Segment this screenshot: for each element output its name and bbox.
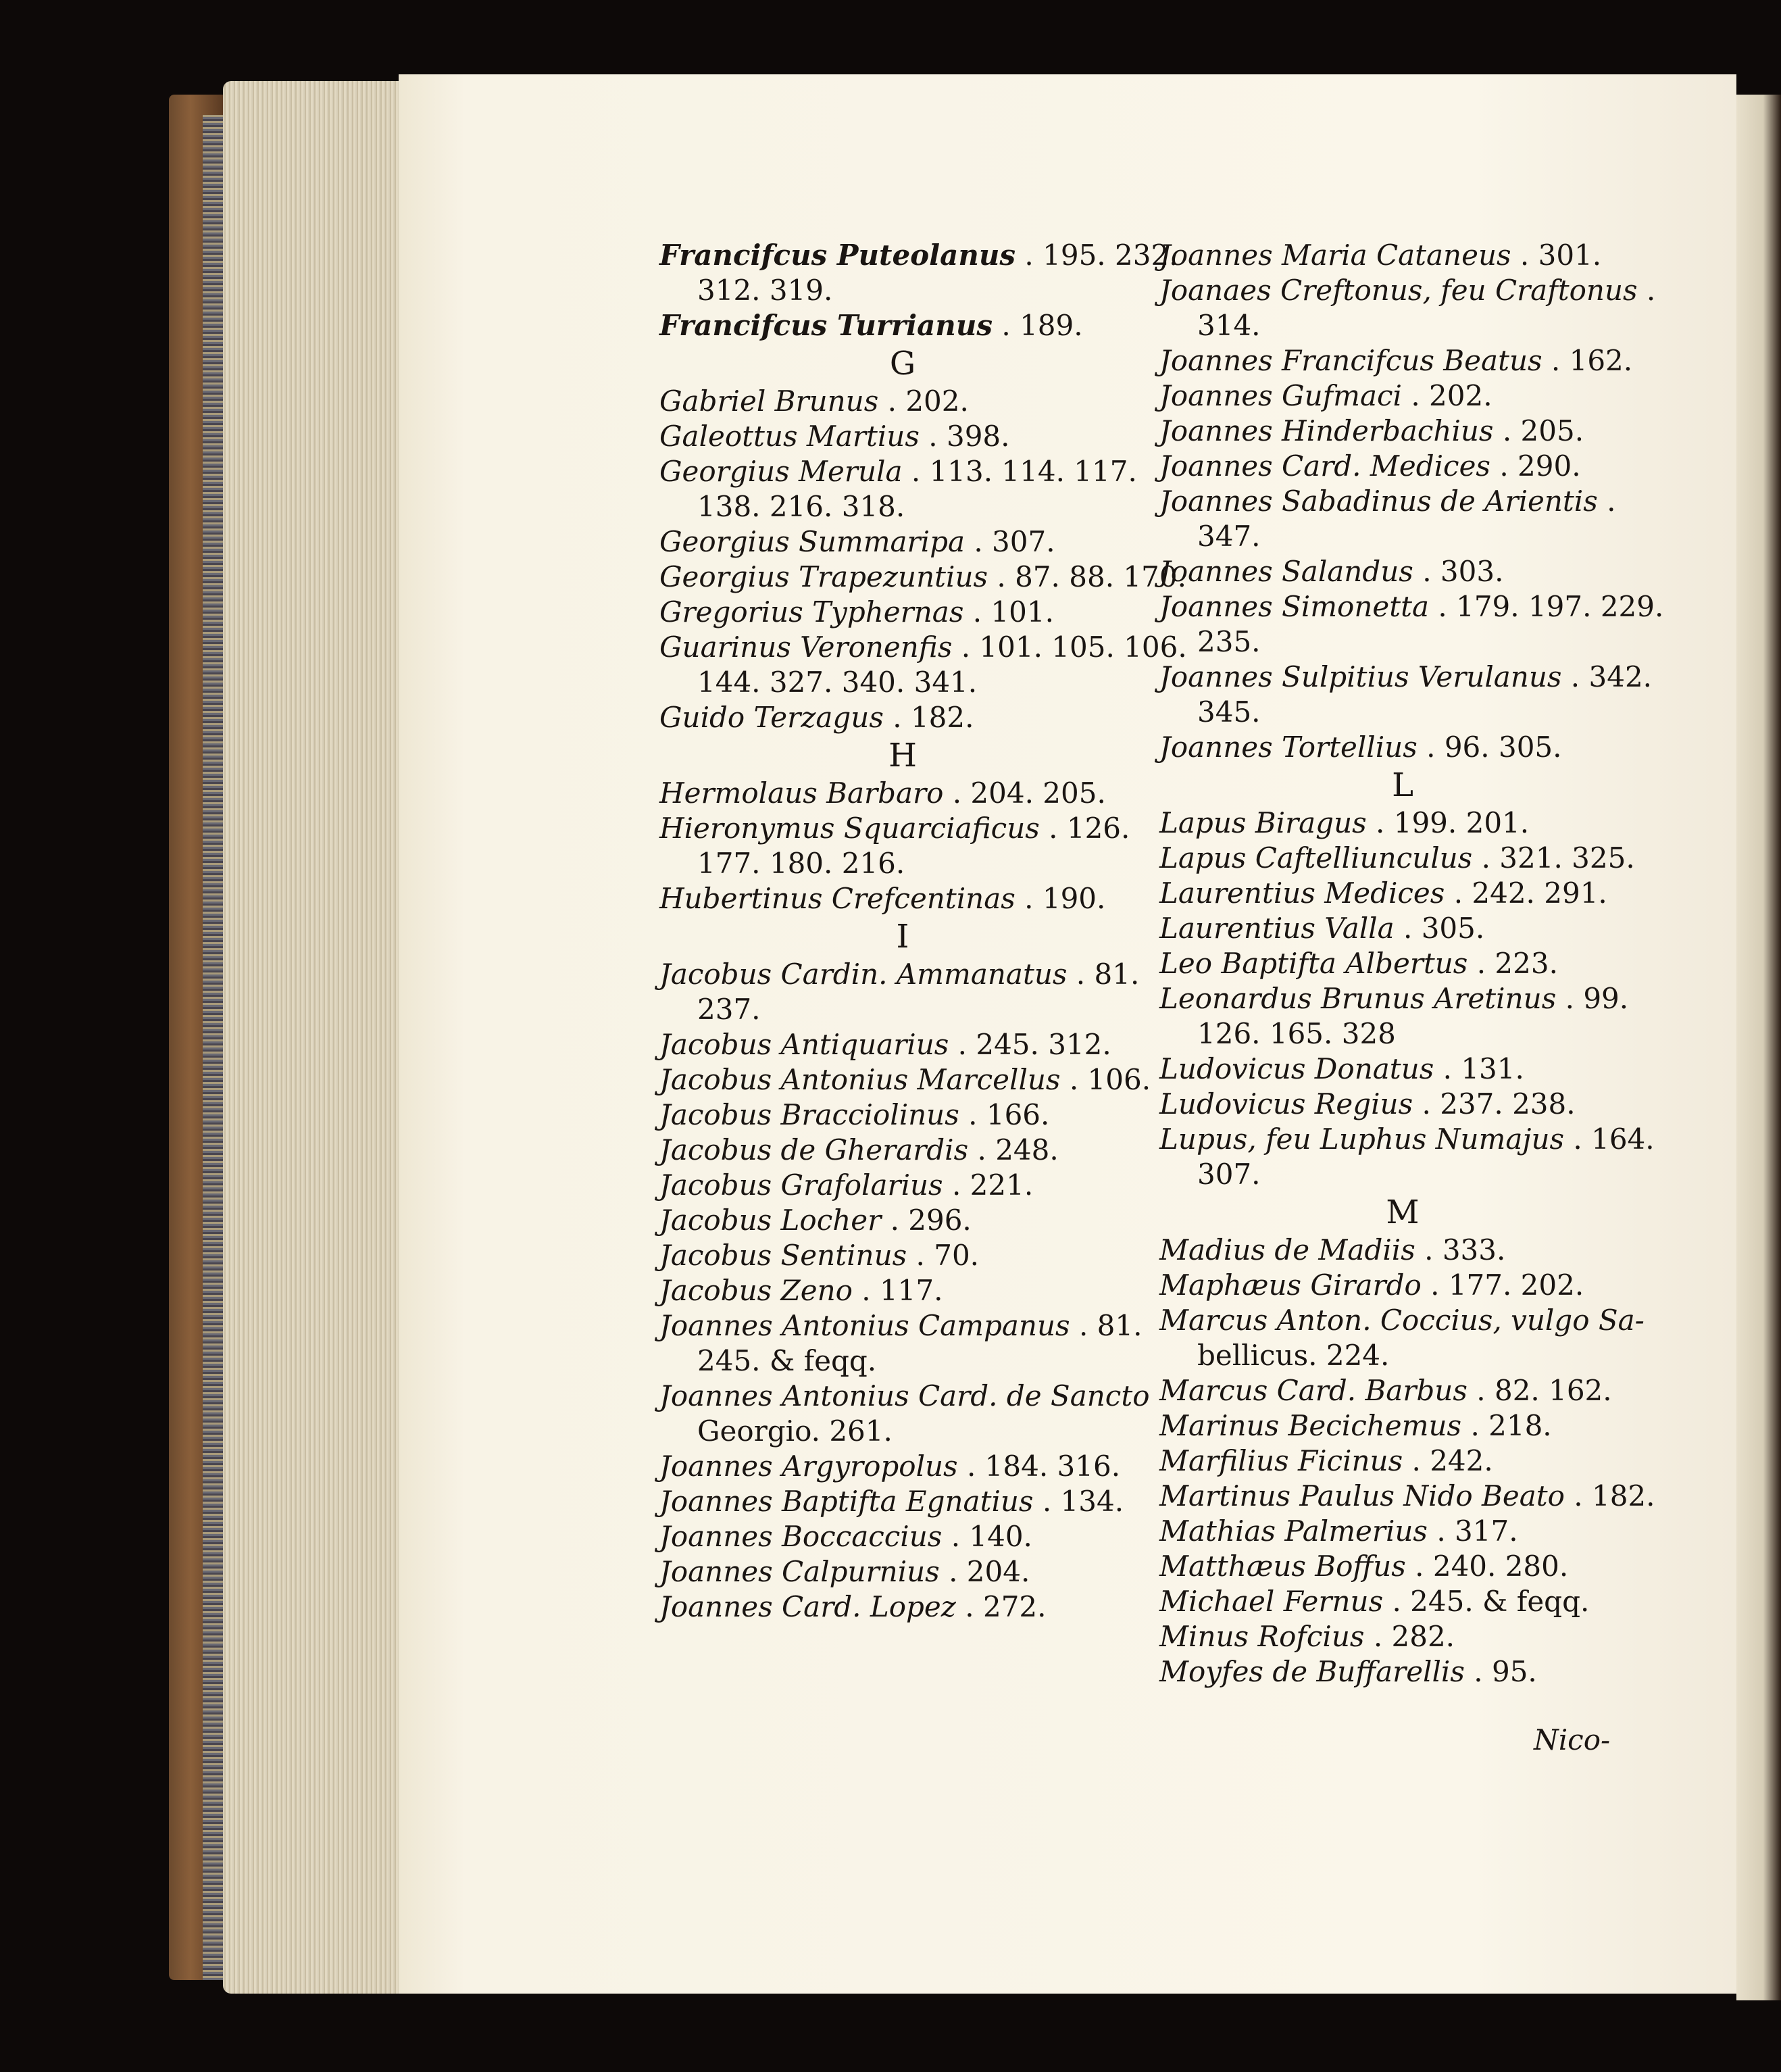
index-entry bbox=[1159, 876, 1646, 911]
index-entry bbox=[659, 419, 1146, 454]
entry-continuation: Georgio. 261. bbox=[697, 1414, 893, 1448]
entry-page-refs: . 189. bbox=[993, 309, 1083, 342]
entry-page-refs: . 134. bbox=[1033, 1485, 1124, 1518]
index-entry bbox=[659, 1449, 1146, 1484]
entry-name: Laurentius Valla bbox=[1159, 912, 1395, 945]
entry-name: Joannes Sulpitius Verulanus bbox=[1159, 660, 1562, 693]
entry-name: Marcus Anton. Coccius, vulgo Sa- bbox=[1159, 1304, 1645, 1337]
entry-name: Ludovicus Regius bbox=[1159, 1087, 1413, 1120]
index-column-left bbox=[659, 238, 1187, 1625]
entry-page-refs: . 317. bbox=[1428, 1514, 1518, 1548]
entry-name: Joannes Salandus bbox=[1159, 555, 1413, 588]
entry-name: Guido Terzagus bbox=[659, 701, 884, 734]
entry-name: Joannes Card. Medices bbox=[1159, 449, 1490, 483]
index-entry bbox=[1159, 1444, 1646, 1479]
index-entry bbox=[1159, 414, 1646, 449]
entry-page-refs: . 177. 202. bbox=[1421, 1268, 1584, 1302]
entry-continuation: 314. bbox=[1197, 309, 1261, 342]
entry-name: Hubertinus Crefcentinas bbox=[659, 882, 1015, 915]
entry-page-refs: . 126. bbox=[1039, 812, 1130, 845]
entry-page-refs: . 242. 291. bbox=[1445, 877, 1607, 910]
entry-page-refs: . 248. bbox=[968, 1133, 1059, 1166]
index-entry bbox=[659, 308, 1146, 343]
section-letter: L bbox=[1392, 766, 1413, 804]
entry-page-refs: . 95. bbox=[1464, 1655, 1537, 1688]
entry-page-refs: . 182. bbox=[1564, 1479, 1655, 1512]
entry-name: Marcus Card. Barbus bbox=[1159, 1374, 1468, 1407]
entry-page-refs: . 81. bbox=[1070, 1309, 1143, 1342]
facing-page-edge bbox=[1736, 95, 1781, 2000]
entry-page-refs: . 162. bbox=[1542, 344, 1633, 377]
index-entry bbox=[1159, 1549, 1646, 1584]
entry-name: Joannes Gufmaci bbox=[1159, 379, 1402, 412]
entry-page-refs: . 303. bbox=[1413, 555, 1504, 588]
entry-name: Jacobus de Gherardis bbox=[659, 1133, 969, 1166]
index-column-right bbox=[1159, 238, 1664, 1689]
index-entry bbox=[659, 1554, 1146, 1589]
entry-name: Mathias Palmerius bbox=[1159, 1514, 1428, 1548]
catchword: Nico- bbox=[1534, 1723, 1611, 1756]
entry-name: Lapus Biragus bbox=[1159, 806, 1367, 839]
entry-name: Matthæus Boffus bbox=[1159, 1550, 1406, 1583]
entry-continuation: 235. bbox=[1197, 625, 1261, 658]
index-entry bbox=[1159, 449, 1646, 484]
index-entry bbox=[659, 454, 1146, 489]
index-entry bbox=[1159, 946, 1646, 981]
entry-page-refs: . 101. bbox=[963, 595, 1054, 628]
index-entry bbox=[1159, 1122, 1655, 1157]
index-entry bbox=[1159, 589, 1664, 624]
index-entry bbox=[1159, 484, 1646, 519]
entry-name: Jacobus Antonius Marcellus bbox=[659, 1063, 1061, 1096]
index-entry bbox=[1159, 1514, 1646, 1549]
entry-page-refs: . 190. bbox=[1015, 882, 1106, 915]
index-entry bbox=[1159, 1373, 1646, 1408]
index-entry bbox=[659, 1168, 1146, 1203]
entry-continuation: 144. 327. 340. 341. bbox=[697, 666, 978, 699]
entry-continuation: 177. 180. 216. bbox=[697, 847, 905, 880]
entry-page-refs: . 221. bbox=[943, 1168, 1034, 1202]
index-entry bbox=[659, 881, 1146, 916]
section-letter: M bbox=[1386, 1193, 1420, 1231]
entry-page-refs: . 164. bbox=[1564, 1123, 1655, 1156]
index-entry bbox=[1159, 1408, 1646, 1444]
entry-name: Jacobus Bracciolinus bbox=[659, 1098, 959, 1131]
entry-page-refs: . 140. bbox=[942, 1520, 1032, 1553]
entry-name: Moyfes de Buffarellis bbox=[1159, 1655, 1465, 1688]
entry-name: Joannes Francifcus Beatus bbox=[1159, 344, 1542, 377]
index-entry bbox=[659, 630, 1187, 665]
section-letter: G bbox=[889, 345, 916, 383]
entry-page-refs: . bbox=[1597, 485, 1616, 518]
entry-page-refs: . 202. bbox=[878, 385, 969, 418]
entry-name: Michael Fernus bbox=[1159, 1585, 1384, 1618]
index-entry bbox=[659, 1273, 1146, 1308]
entry-name: Leonardus Brunus Aretinus bbox=[1159, 982, 1557, 1015]
entry-name: Joannes Boccaccius bbox=[659, 1520, 943, 1553]
entry-name: Gabriel Brunus bbox=[659, 385, 879, 418]
entry-continuation: 312. 319. bbox=[697, 274, 833, 307]
index-entry bbox=[659, 1062, 1151, 1097]
entry-continuation: 307. bbox=[1197, 1158, 1261, 1191]
section-letter: H bbox=[888, 737, 917, 774]
entry-page-refs: . 245. 312. bbox=[949, 1028, 1111, 1061]
index-entry bbox=[659, 1484, 1146, 1519]
index-entry bbox=[659, 238, 1178, 273]
entry-page-refs: . 240. 280. bbox=[1405, 1550, 1569, 1583]
entry-continuation: bellicus. 224. bbox=[1197, 1339, 1390, 1372]
index-entry bbox=[659, 1589, 1146, 1625]
index-entry bbox=[659, 700, 1146, 735]
entry-name: Jacobus Sentinus bbox=[659, 1239, 907, 1272]
entry-name: Joannes Argyropolus bbox=[659, 1450, 958, 1483]
index-entry bbox=[659, 1097, 1146, 1133]
index-entry bbox=[659, 1519, 1146, 1554]
entry-page-refs: . 223. bbox=[1468, 947, 1558, 980]
index-entry bbox=[659, 776, 1146, 811]
entry-page-refs: . 321. 325. bbox=[1472, 841, 1635, 874]
entry-page-refs: . 195. 232. bbox=[1015, 239, 1178, 272]
entry-page-refs: . 70. bbox=[907, 1239, 980, 1272]
index-entry bbox=[659, 1133, 1146, 1168]
entry-page-refs: . 301. bbox=[1511, 239, 1602, 272]
entry-continuation: 245. & feqq. bbox=[697, 1344, 877, 1377]
entry-continuation: 126. 165. 328 bbox=[1197, 1017, 1396, 1050]
entry-name: Joannes Card. Lopez bbox=[659, 1590, 956, 1623]
entry-page-refs: . 204. bbox=[939, 1555, 1030, 1588]
entry-page-refs: . 237. 238. bbox=[1413, 1087, 1576, 1120]
entry-name: Jacobus Grafolarius bbox=[659, 1168, 943, 1202]
entry-name: Marinus Becichemus bbox=[1159, 1409, 1462, 1442]
entry-page-refs: . 282. bbox=[1364, 1620, 1455, 1653]
entry-name: Lapus Caftelliunculus bbox=[1159, 841, 1473, 874]
index-entry bbox=[1159, 238, 1646, 273]
entry-name: Joanaes Creftonus, feu Craftonus bbox=[1159, 274, 1638, 307]
entry-name: Jacobus Antiquarius bbox=[659, 1028, 949, 1061]
entry-page-refs: . 272. bbox=[955, 1590, 1047, 1623]
entry-page-refs: . 218. bbox=[1461, 1409, 1552, 1442]
entry-name: Georgius Trapezuntius bbox=[659, 560, 988, 593]
entry-page-refs: . bbox=[1637, 274, 1656, 307]
entry-name: Laurentius Medices bbox=[1159, 877, 1445, 910]
index-entry bbox=[659, 1238, 1146, 1273]
entry-page-refs: . 131. bbox=[1434, 1052, 1524, 1085]
section-letter: I bbox=[896, 918, 909, 956]
entry-name: Joannes Simonetta bbox=[1159, 590, 1430, 623]
entry-page-refs: . 202. bbox=[1402, 379, 1492, 412]
entry-name: Georgius Merula bbox=[659, 455, 903, 488]
entry-page-refs: . 184. 316. bbox=[957, 1450, 1121, 1483]
entry-page-refs: . 96. 305. bbox=[1417, 731, 1562, 764]
entry-page-refs: . 82. 162. bbox=[1467, 1374, 1612, 1407]
entry-name: Hieronymus Squarciaficus bbox=[659, 812, 1040, 845]
entry-continuation: 345. bbox=[1197, 695, 1261, 729]
index-entry bbox=[659, 524, 1146, 560]
index-entry bbox=[1159, 273, 1656, 308]
index-entry bbox=[659, 1379, 1150, 1414]
entry-name: Marfilius Ficinus bbox=[1159, 1444, 1403, 1477]
index-entry bbox=[1159, 1619, 1646, 1654]
entry-page-refs: . 113. 114. 117. bbox=[902, 455, 1137, 488]
entry-name: Maphæus Girardo bbox=[1159, 1268, 1422, 1302]
entry-name: Jacobus Cardin. Ammanatus bbox=[659, 958, 1068, 991]
index-entry bbox=[1159, 981, 1646, 1016]
index-entry bbox=[1159, 911, 1646, 946]
entry-name: Minus Rofcius bbox=[1159, 1620, 1365, 1653]
entry-name: Jacobus Locher bbox=[659, 1204, 882, 1237]
entry-name: Galeottus Martius bbox=[659, 420, 920, 453]
entry-page-refs: . 101. 105. 106. bbox=[952, 631, 1187, 664]
index-entry bbox=[659, 1203, 1146, 1238]
entry-name: Madius de Madiis bbox=[1159, 1233, 1415, 1266]
entry-name: Joannes Antonius Campanus bbox=[659, 1309, 1070, 1342]
entry-name: Leo Baptifta Albertus bbox=[1159, 947, 1468, 980]
index-entry bbox=[1159, 343, 1646, 378]
entry-name: Guarinus Veronenfis bbox=[659, 631, 953, 664]
entry-page-refs: . 333. bbox=[1415, 1233, 1506, 1266]
entry-name: Joannes Maria Cataneus bbox=[1159, 239, 1511, 272]
entry-page-refs: . 117. bbox=[852, 1274, 943, 1307]
index-entry bbox=[1159, 554, 1646, 589]
entry-page-refs: . 305. bbox=[1394, 912, 1485, 945]
entry-page-refs: . 99. bbox=[1556, 982, 1629, 1015]
entry-name: Jacobus Zeno bbox=[659, 1274, 853, 1307]
index-entry bbox=[1159, 730, 1646, 765]
index-entry bbox=[1159, 1303, 1646, 1338]
entry-page-refs: . 81. bbox=[1067, 958, 1140, 991]
index-entry bbox=[1159, 841, 1646, 876]
entry-page-refs: . 106. bbox=[1060, 1063, 1151, 1096]
index-entry bbox=[1159, 1052, 1646, 1087]
entry-name: Gregorius Typhernas bbox=[659, 595, 964, 628]
entry-name: Francifcus Turrianus bbox=[659, 309, 993, 342]
index-entry bbox=[1159, 1479, 1655, 1514]
entry-name: Georgius Summaripa bbox=[659, 525, 965, 558]
entry-name: Joannes Hinderbachius bbox=[1159, 414, 1494, 447]
entry-name: Hermolaus Barbaro bbox=[659, 776, 944, 810]
entry-name: Joannes Antonius Card. de Sancto bbox=[659, 1379, 1150, 1412]
index-entry bbox=[659, 1027, 1146, 1062]
index-entry bbox=[1159, 1233, 1646, 1268]
entry-page-refs: . 398. bbox=[919, 420, 1010, 453]
entry-name: Francifcus Puteolanus bbox=[659, 239, 1016, 272]
entry-name: Joannes Baptifta Egnatius bbox=[659, 1485, 1034, 1518]
entry-continuation: 138. 216. 318. bbox=[697, 490, 905, 523]
index-entry bbox=[659, 957, 1146, 992]
index-entry bbox=[1159, 806, 1646, 841]
index-entry bbox=[1159, 378, 1646, 414]
entry-continuation: 237. bbox=[697, 993, 761, 1026]
entry-page-refs: . 182. bbox=[883, 701, 974, 734]
index-entry bbox=[659, 384, 1146, 419]
entry-page-refs: . 166. bbox=[959, 1098, 1050, 1131]
index-entry bbox=[659, 595, 1146, 630]
entry-name: Joannes Tortellius bbox=[1159, 731, 1418, 764]
entry-name: Lupus, feu Luphus Numajus bbox=[1159, 1123, 1565, 1156]
index-entry bbox=[659, 560, 1186, 595]
entry-page-refs: . 342. bbox=[1561, 660, 1653, 693]
index-entry bbox=[1159, 1654, 1646, 1689]
index-entry bbox=[1159, 1268, 1646, 1303]
entry-page-refs: . 242. bbox=[1403, 1444, 1493, 1477]
entry-page-refs: . 205. bbox=[1493, 414, 1584, 447]
entry-page-refs: . 307. bbox=[965, 525, 1055, 558]
index-entry bbox=[659, 1308, 1146, 1343]
entry-page-refs: . 245. & feqq. bbox=[1383, 1585, 1590, 1618]
entry-name: Joannes Calpurnius bbox=[659, 1555, 940, 1588]
index-entry bbox=[1159, 1584, 1646, 1619]
index-entry bbox=[1159, 660, 1653, 695]
index-entry bbox=[659, 811, 1146, 846]
entry-page-refs: . 290. bbox=[1490, 449, 1581, 483]
entry-continuation: 347. bbox=[1197, 520, 1261, 553]
entry-page-refs: . 179. 197. 229. bbox=[1429, 590, 1664, 623]
entry-name: Joannes Sabadinus de Arientis bbox=[1159, 485, 1598, 518]
entry-page-refs: . 87. 88. 170. bbox=[988, 560, 1186, 593]
entry-name: Martinus Paulus Nido Beato bbox=[1159, 1479, 1565, 1512]
index-entry bbox=[1159, 1087, 1646, 1122]
entry-page-refs: . 199. 201. bbox=[1366, 806, 1530, 839]
entry-page-refs: . 296. bbox=[881, 1204, 972, 1237]
entry-page-refs: . 204. 205. bbox=[943, 776, 1106, 810]
entry-name: Ludovicus Donatus bbox=[1159, 1052, 1434, 1085]
page-edges bbox=[223, 81, 405, 1994]
